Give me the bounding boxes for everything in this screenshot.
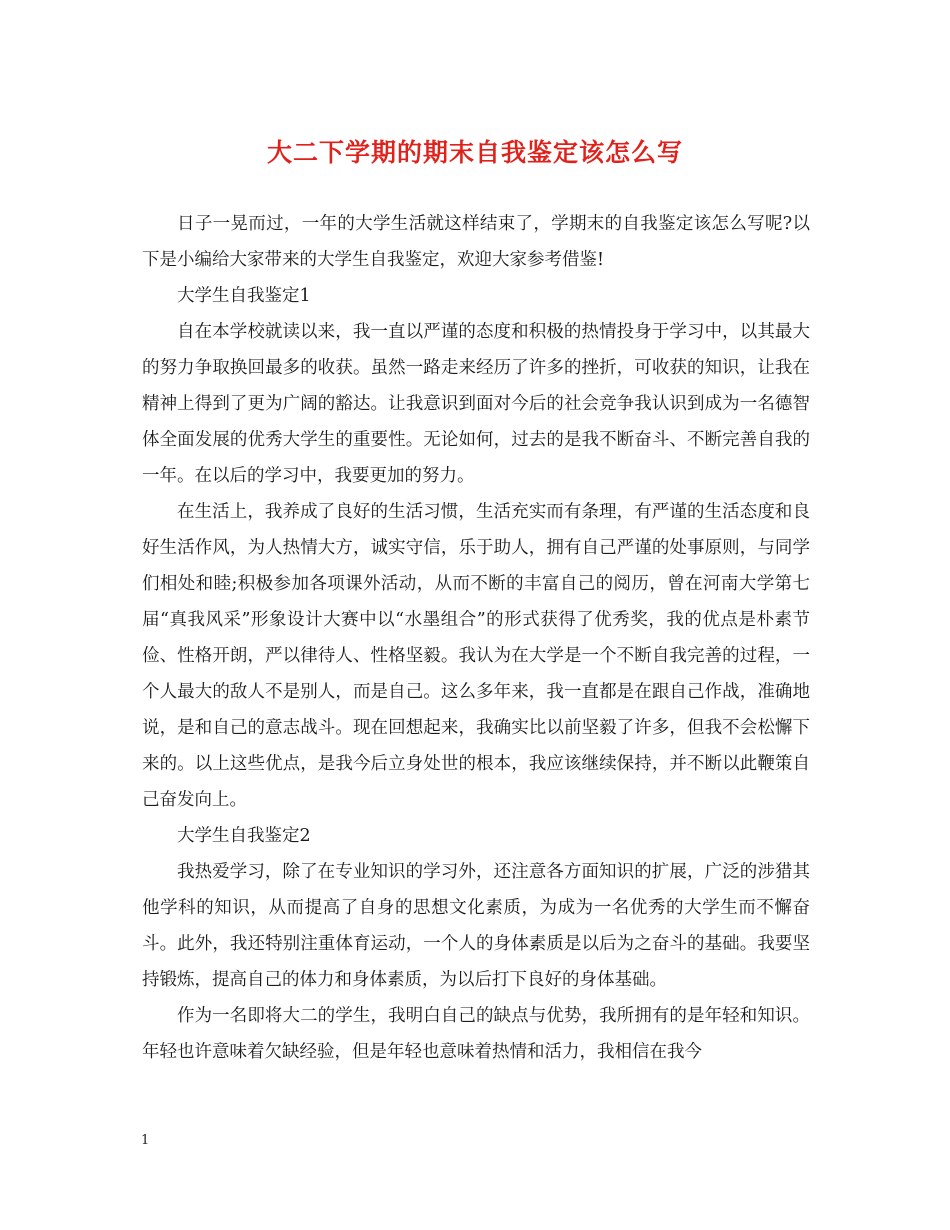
section-heading-2: 大学生自我鉴定2 [177, 826, 311, 846]
body-paragraph: 我热爱学习，除了在专业知识的学习外，还注意各方面知识的扩展，广泛的涉猎其他学科的知识，从而提高了自身的思想文化素质，为成为一名优秀的大学生而不懈奋斗。此外，我还特别注重体育运动，一个人的身体素质是以后为之奋斗的基础。我要坚持锻炼，提高自己的体力和身体素质，为以后打下良好的身体基础。 [142, 862, 810, 990]
body-paragraph: 自在本学校就读以来，我一直以严谨的态度和积极的热情投身于学习中，以其最大的努力争取换回最多的收获。虽然一路走来经历了许多的挫折，可收获的知识，让我在精神上得到了更为广阔的豁达。让我意识到面对今后的社会竞争我认识到成为一名德智体全面发展的优秀大学生的重要性。无论如何，过去的是我不断奋斗、不断完善自我的一年。在以后的学习中，我要更加的努力。 [142, 322, 810, 486]
section-heading-1: 大学生自我鉴定1 [177, 286, 311, 306]
document-body [142, 206, 810, 1070]
document-title: 大二下学期的期末自我鉴定该怎么写 [266, 138, 683, 167]
body-paragraph: 作为一名即将大二的学生，我明白自己的缺点与优势，我所拥有的是年轻和知识。年轻也许意味着欠缺经验，但是年轻也意味着热情和活力，我相信在我今 [142, 1006, 810, 1062]
body-paragraph: 在生活上，我养成了良好的生活习惯，生活充实而有条理，有严谨的生活态度和良好生活作风，为人热情大方，诚实守信，乐于助人，拥有自己严谨的处事原则，与同学们相处和睦;积极参加各项课外活动，从而不断的丰富自己的阅历，曾在河南大学第七届“真我风采”形象设计大赛中以“水墨组合”的形式获得了优秀奖，我的优点是朴素节俭、性格开朗，严以律待人、性格坚毅。我认为在大学是一个不断自我完善的过程，一个人最大的敌人不是别人，而是自己。这么多年来，我一直都是在跟自己作战，准确地说，是和自己的意志战斗。现在回想起来，我确实比以前坚毅了许多，但我不会松懈下来的。以上这些优点，是我今后立身处世的根本，我应该继续保持，并不断以此鞭策自己奋发向上。 [142, 502, 810, 810]
intro-paragraph: 日子一晃而过，一年的大学生活就这样结束了，学期末的自我鉴定该怎么写呢?以下是小编给大家带来的大学生自我鉴定，欢迎大家参考借鉴! [142, 214, 810, 270]
page-number: 1 [141, 1133, 150, 1148]
